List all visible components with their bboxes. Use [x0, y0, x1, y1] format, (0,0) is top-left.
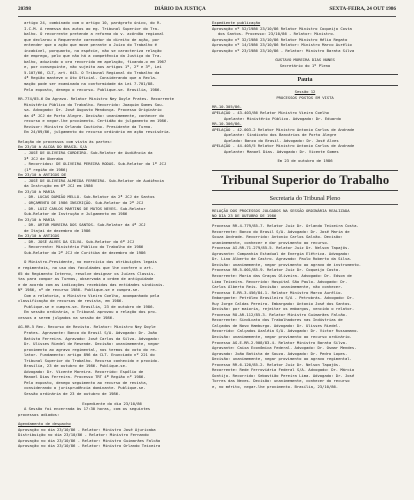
text-line: Ministério Público do Trabalho. Recorrido: Joaquim Gomes Sou-: [24, 101, 164, 107]
vista-entries: [18, 144, 206, 255]
text-line: Lima Teixeira. Recorrido: Hospital São Paulo. Advogado: Dr.: [212, 278, 348, 284]
signature-title: Secretário do 1º Pleno: [279, 62, 331, 68]
text-line: Decisão: unanimemente, negar provimento ao agravo regimental.: [212, 356, 352, 362]
text-line: sa. Advogado: Dr. José Augusto Mendonça. Processo Originário: [24, 107, 162, 113]
text-line: 65 do Regimento Interno, resolve designar os Juízes Classis-: [18, 270, 156, 276]
text-line: Processo AI-RR-71.279/85-5. Relator Juiz Dr. Nelson Tapajós.: [212, 245, 350, 251]
text-line: Aprovação nº 52/1986 23/10/86 Relator Ministro Coqueijo Costa: [212, 25, 352, 31]
text-line: Aprovação no dia 23/10/86 - Relator: Ministro José Ajuricaba: [18, 426, 156, 432]
text-line: Carlos Alberto Reis. Decisão: unanimemente, não conhecer.: [212, 284, 343, 290]
text-line: Batista Ferreira. Agravado: José Carlos da Silva. Advogado:: [24, 335, 160, 341]
list-item: APELAÇÃO - 43.403/86 Relator Ministro Vieira Coelho: [212, 110, 329, 116]
text-line: Calçados de Novo Hamburgo. Advogado: Dr. Ulisses Riedel.: [212, 322, 341, 328]
list-item: APELAÇÃO - 42.003-2 Relator Ministro Antonio Carlos de Andrade: [212, 126, 355, 132]
list-item: - DR. ARTUR MOREIRA DOS SANTOS. Sub-Relator da 4ª JCJ: [24, 222, 146, 228]
court-intro: NO DIA 23 DE OUTUBRO DE 1986: [212, 213, 277, 219]
list-item: da Instrução em 6ª JCJ em 1986: [24, 183, 93, 189]
page-header: [18, 6, 396, 17]
text-line: classificação de recursos de revista, em 1986.: [18, 298, 124, 304]
left-column: [18, 20, 206, 494]
decision-text: [18, 259, 206, 320]
text-line: Dr. Lino Alberto de Castro. Agravado: Paulo Roberto da Silva.: [212, 256, 352, 262]
text-line: unanimemente, conhecer e dar provimento ao recurso.: [212, 239, 329, 245]
text-line: Gontijo. Recorrido: Sebastião Pereira Lima. Advogado: Dr. José: [212, 372, 355, 378]
pauta-list: [212, 104, 398, 154]
list-heading: Relação de processos com vista às partes:: [18, 138, 112, 144]
text-line: incabível, porquanto, na espécie, não se caracteriza relação: [24, 47, 162, 53]
text-line: balho. O recorrente pretende a reforma do v. acórdão regional: [24, 31, 164, 37]
opening-text: [18, 20, 206, 92]
text-line: Manoel Dias Ferreira. Processo TRT 4ª Região nº 1986.: [24, 374, 146, 380]
list-item: Em 23/10 à ARTIGOS DE: [18, 172, 67, 178]
pauta-date: Em 23 de outubro de 1986: [277, 158, 333, 164]
text-line: Decisão: por maioria, rejeitar os embargos, vencido o relator.: [212, 306, 355, 312]
text-line: Tribunal Superior do Trabalho. Recurso conhecido e provido.: [24, 357, 160, 363]
list-item: RR-10.305/86-: [212, 104, 242, 110]
text-line: Aprovação no dia 23/10/86 - Relator: Ministro Guimarães Falcão: [18, 437, 161, 443]
text-line: mação pode ser examinada na conformidade da Lei 7.701/88.: [24, 81, 155, 87]
text-line: Processo AG-E-RR-2.908/83-4. Relator Ministro Barata Silva.: [212, 339, 348, 345]
text-line: I.C.M. A remessa dos autos ao eg. Tribunal Superior do Tra-: [24, 25, 160, 31]
text-line: 5.107/66, CLT, art. 643. O Tribunal Regional do Trabalho da: [24, 69, 160, 75]
list-item: - DR. LUCAS DAMIÃO MELLO. Sub-Relator da 2ª JCJ de Santos: [24, 194, 155, 200]
court-text: [212, 223, 398, 389]
list-item: - JOSÉ DE OLIVEIRA CORDEIRO. Sub-Relator de Audiência da: [24, 150, 153, 156]
list-item: Em 23/10 à MARIA: [18, 216, 55, 222]
text-line: AG-RR-5 Rec. Recurso de Revista. Relator: Ministro Ney Doyle: [18, 324, 156, 330]
text-line: Processo E-RR-3.456/84-1. Relator Ministro Marco Aurélio.: [212, 289, 343, 295]
text-line: Processo RR-5.001/85-9. Relator Juiz Dr. Coqueijo Costa.: [212, 267, 341, 273]
text-line: considerando a jurisprudência dominante. Publique-se.: [24, 385, 146, 391]
text-line: e, por conseguinte, não sujeita aos artigos 1º, 2º e 3º, Lei: [24, 64, 162, 70]
text-line: balho, aduzindo o ora recorrido em apelação, fixando-o em 1967: [24, 58, 167, 64]
court-title: Tribunal Superior do Trabalho: [212, 170, 398, 191]
list-item: Apelante: Manoel Dias. Advogado: Dr. Vicente Gomes: [224, 148, 339, 154]
text-line: Recorrido: Calçados Azaléia S/A. Advogado: Dr. Victor Russomano.: [212, 328, 359, 334]
list-item: - JOSÉ DE OLIVEIRA ALMEIDA FERREIRA. Sub-Relator de Audiência: [24, 177, 164, 183]
text-line: Agravado: João Batista de Souza. Advogado: Dr. Pedro Lopes.: [212, 350, 348, 356]
text-line: Com a relatoria, o Ministro Vieira Coelho, acompanhado pela: [24, 292, 160, 298]
text-line: que declarou o Requerente carecedor do direito de ação, por: [24, 36, 160, 42]
text-line: Embargante: Petróleo Brasileiro S/A - Petrobrás. Advogado: Dr.: [212, 295, 355, 301]
pauta-caption: PROCESSOS POSTOS EM VISTA: [276, 94, 334, 100]
text-line: Em 24/09/86, julgamento do recurso ordinário em ação rescisória.: [24, 129, 171, 135]
text-line: Nº 1986, nº de recurso 1986. Publique-se e cumpra-se.: [18, 287, 140, 293]
text-line: Recorrente: Rede Ferroviária Federal S/A. Advogado: Dr. Márcio: [212, 367, 355, 373]
text-line: Decisão: unanimemente, negar provimento ao recurso ordinário.: [212, 333, 352, 339]
text-line: Aprovação nº 32/1986 23/10/86 Relator Ministro Hélio Regato: [212, 36, 348, 42]
text-line: Dr. Ulisses Riedel de Resende. Decisão: unanimemente, negar: [24, 341, 160, 347]
text-line: Sessão ordinária de 23 de outubro de 1986.: [24, 391, 121, 396]
pauta-heading: Pauta: [212, 74, 398, 86]
text-line: Prates. Agravante: Banco do Brasil S/A. Advogado: Dr. João: [24, 329, 157, 335]
text-line: recurso e negar-lhe provimento. Certidão do julgamento em 1986.: [24, 118, 169, 124]
journal-title: DIÁRIO DA JUSTIÇA: [154, 6, 206, 12]
list-item: - Recorridos: DE OLIVEIRA PEREIRA RODAS. Sub-Relator da 1ª JCJ: [24, 161, 167, 167]
text-line: Pelo exposto, denego o recurso. Publique-se. Brasília, 1986.: [24, 86, 162, 92]
text-line: da 4ª JCJ de Porto Alegre. Decisão: unanimemente, conhecer do: [24, 112, 164, 118]
court-intro: RELAÇÃO DOS PROCESSOS JULGADOS NA SESSÃO ORDINÁRIA REALIZADA: [212, 207, 350, 213]
list-item: - ORÇAMENTO DE 1986 INSCRIÇÃO. Sub-Relator da 2ª JCJ: [24, 199, 144, 205]
text-line: Decisão: unanimemente, negar provimento ao agravo de instrumento.: [212, 261, 362, 267]
list-item: de Itajaí de dezembro de 1986: [24, 227, 91, 233]
text-line: Aprovação no dia 23/10/86 - Relator: Ministro Orlando Teixeira: [18, 443, 161, 449]
text-line: processos adiados:: [18, 411, 60, 417]
text-line: Recorrente: Sindicato dos Trabalhadores nas Indústrias de: [212, 317, 343, 323]
text-line: Processo RR-4.779/85-7. Relator Juiz Dr. Orlando Teixeira Costa.: [212, 223, 359, 229]
text-line: Recorrente: Banco do Brasil S/A. Advogado: Dr. José Maria de: [212, 228, 350, 234]
text-line: e, no mérito, negar-lhe provimento. Brasília, 23/10/86.: [212, 383, 339, 389]
list-item: - DR. JOSÉ ALVES DA SILVA. Sub-Relator da 6ª JCJ: [24, 238, 135, 244]
right-column: [212, 20, 398, 494]
text-line: de emprego, pelo que não há a competência da Justiça do Tra-: [24, 53, 162, 59]
list-item: Em 23/10 à ALCOA DO BRASIL S/A: [18, 144, 87, 150]
text-line: Ruy Jorge Caldas Pereira. Embargado: Antonio José dos Santos.: [212, 300, 352, 306]
list-item: APELAÇÃO - 44.405/5 Relator Ministro Antonio Carlos de Andrade: [212, 143, 355, 149]
text-line: cessos a serem julgados na sessão de 1986.: [18, 314, 115, 320]
list-item: Apelante: Sindicato dos Bancários de Porto Alegre: [224, 132, 337, 138]
list-item: Em 23/10 à ARTIGOS: [18, 233, 60, 239]
text-line: provimento ao agravo regimental, nos termos do voto do re-: [24, 346, 157, 352]
text-line: Em sessão ordinária, o Tribunal aprovou a relação dos pro-: [24, 309, 157, 315]
text-line: Brasília, 23 de outubro de 1986. Publique-se.: [24, 363, 128, 369]
text-line: Distribuição no dia 23/10/86 - Relator: Ministro Fernando: [18, 432, 149, 438]
session-text: [18, 96, 206, 135]
text-line: O Ministro-Presidente, no exercício das atribuições legais: [24, 259, 157, 265]
text-line: Recorrente: Maria das Graças Oliveira. Advogado: Dr. Edson de: [212, 272, 352, 278]
text-line: dos Santos. Processo: 23/10/86 - Relator: Ministro.: [218, 31, 335, 37]
list-item: Apelado: Banco do Brasil. Advogado: Dr. José Alves: [224, 137, 339, 143]
list-item: 3ª JCJ de Uberaba: [24, 155, 63, 161]
list-item: Sub-Relator de Instrução e Julgamento em 1986: [24, 211, 128, 217]
text-line: 4ª Região manteve o Ato Oficial. Considerando que a Recla-: [24, 75, 157, 81]
text-line: Processo RO-AR-112/85-3. Relator Ministro Guimarães Falcão.: [212, 311, 348, 317]
despacho-heading: Agendamento de despacho: [18, 421, 71, 427]
agravo-text: [18, 324, 206, 396]
text-line: Souza Andrade. Recorrido: Antonio Carlos Galvão. Decisão:: [212, 234, 343, 240]
list-item: RR-10.306/86-: [212, 121, 242, 127]
text-line: artigo 24, combinado com o artigo 10, parágrafo único, do R.: [24, 20, 162, 25]
text-line: Publique-se e cumpra-se. Brasília, 23 de outubro de 1986.: [24, 303, 155, 309]
text-line: e de acordo com as indicações recebidas das entidades sindicais.: [18, 281, 165, 287]
issue-date: SEXTA-FEIRA, 24 OUT 1986: [329, 6, 396, 12]
text-line: Revisor: Ministro Orlando Coutinho. Presidente da Turma.: [24, 123, 153, 129]
text-line: A Sessão foi encerrada às 17:30 horas, com os seguintes: [24, 406, 151, 412]
court-subtitle: Secretaria do Tribunal Pleno: [212, 194, 398, 205]
section-heading: Expediente publicação: [212, 20, 261, 25]
list-item: - Recorrente: Ministério Público do Trabalho de 1986: [24, 244, 144, 250]
text-line: Agravante: Caixa Econômica Federal. Advogado: Dr. Osmar Mendes.: [212, 345, 357, 351]
signature-name: GUSTAVO MOREIRA DIAS NUNES: [275, 57, 335, 63]
list-item: (1ª região de 1986): [24, 166, 68, 172]
text-line: lator. Fundamento: artigo 896 da CLT. Enunciado nº 221 do: [24, 352, 155, 358]
text-line: tas para compor as Turmas, observada a ordem de antiguidade: [18, 276, 154, 282]
text-line: Advogado: Dr. Vicente Moreira. Recorrido: Espólio de: [24, 368, 144, 374]
text-line: Agravante: Companhia Estadual de Energia Elétrica. Advogado:: [212, 250, 350, 256]
pauta-subtitle: Sessão 12: [294, 89, 316, 95]
text-line: Torres das Neves. Decisão: unanimemente, conhecer do recurso: [212, 378, 350, 384]
text-line: Pelo exposto, denego seguimento ao recurso de revista,: [24, 379, 148, 385]
expedient-heading: Expediente do dia 23/10/86: [82, 400, 142, 406]
text-line: RR-774/85-6 Da Agravo. Relator Ministro Ney Doyle Prates. Recorrente: [18, 96, 174, 102]
text-line: Aprovação nº 23/1986 23/10/86 - Relator: Ministro Barata Silva: [212, 47, 355, 53]
text-line: Aprovação nº 14/1986 23/10/86 Relator: Ministro Marco Aurélio: [212, 42, 352, 48]
list-item: - DR. LUIZ CARLOS MARTINS DE MATOS NEVES. Sub-Relator: [24, 205, 146, 211]
text-line: Processo RR-6.120/85-2. Relator Juiz Dr. Nelson Tapajós.: [212, 361, 341, 367]
page-number: 20398: [18, 6, 31, 12]
text-line: entender que a ação que move perante o Juízo do Trabalho é: [24, 42, 157, 48]
list-item: Sub-Relator da 2ª JCJ de Curitiba de dezembro de 1986: [24, 249, 146, 255]
text-line: e regimentais, no uso das faculdades que lhe confere o art.: [18, 264, 154, 270]
list-item: Apelante: Ministério Público. Advogado: Dr. Eduardo: [224, 115, 341, 121]
list-item: Em 23/10 à MARIA: [18, 188, 55, 194]
